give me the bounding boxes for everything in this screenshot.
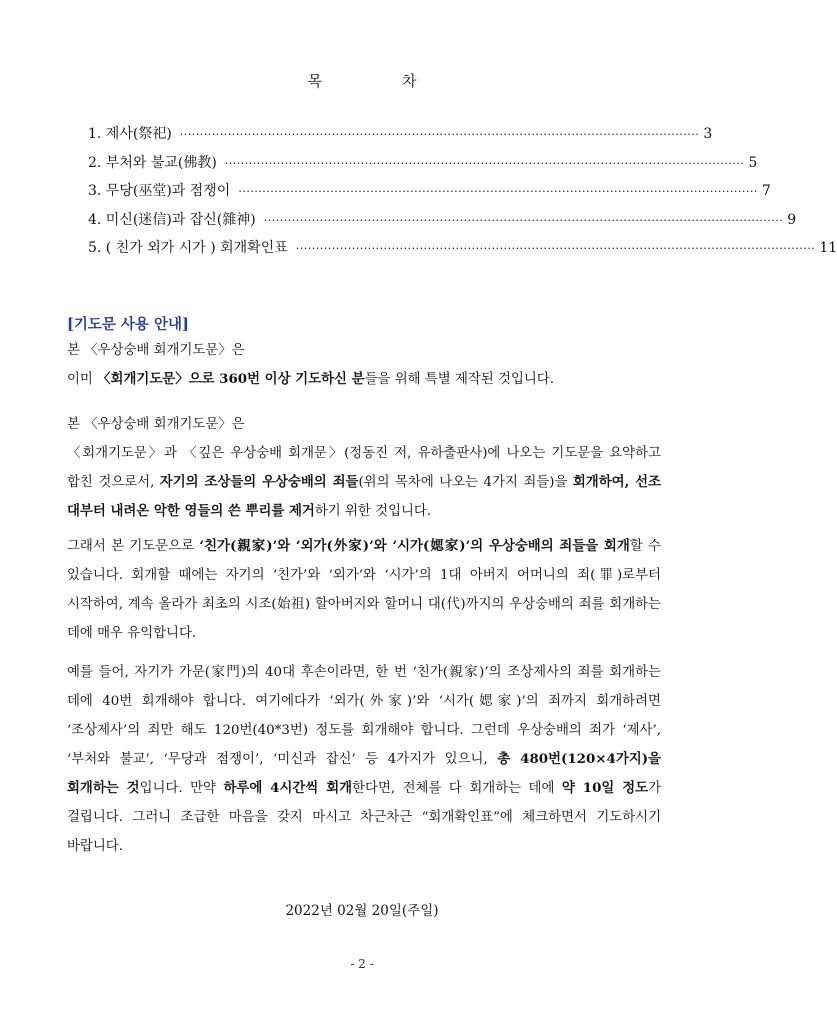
example-text-c: 입니다. 만약: [139, 781, 224, 796]
summary-text-e: 하기 위한 것입니다.: [314, 504, 432, 519]
paragraph-intro: [67, 336, 661, 394]
toc-item-page: 3: [703, 126, 713, 142]
summary-text-c: (위의 목차에 나오는 4가지 죄들)을: [358, 475, 573, 490]
example-text-g: 가 걸립니다. 그러니 조급한 마음을 갖지 마시고 차근차근 “회개확인표”에 체크하면서 기도하시기 바랍니다.: [67, 781, 662, 854]
summary-bold-b: 자기의 조상들의 우상숭배의 죄들: [159, 474, 359, 490]
toc-item-label: 4. 미신(迷信)과 잡신(雜神): [88, 211, 256, 228]
intro-bold-text: 〈회개기도문〉으로 360번 이상 기도하신 분: [97, 371, 365, 387]
toc-item[interactable]: [88, 237, 837, 266]
toc-leader-dots: ··································································································································: [263, 213, 784, 227]
intro-line-2: [67, 365, 661, 394]
toc-item-page: 7: [761, 183, 771, 199]
toc-item-page: 11: [819, 240, 837, 256]
toc-item-label: 2. 부처와 불교(佛教): [88, 154, 217, 171]
paragraph-example: [67, 658, 661, 861]
toc-item[interactable]: [88, 123, 713, 152]
example-text-a: 예를 들어, 자기가 가문(家門)의 40대 후손이라면, 한 번 ‘친가(親家)’의 조상제사의 죄를 회개하는 데에 40번 회개해야 합니다. 여기에다가 ‘외가(外家)’와 ‘시가(媤家)’의 죄까지 회개하려면 ‘조상제사’의 죄만 해도 120번(40*3번) 정도를 회개해야 합니다. 그런데 우상숭배의 죄가 ‘제사’, ‘부처와 불교’, ‘무당과 점쟁이’, ‘미신과 잡신’ 등 4가지가 있으니,: [67, 665, 661, 767]
document-date: 2022년 02월 20일(주일): [285, 903, 439, 919]
usage-text-a: 그래서 본 기도문으로: [67, 539, 200, 554]
toc-item-page: 9: [787, 211, 797, 228]
summary-bold-d: 회개하여, 선조 대부터 내려온 악한 영들의 쓴 뿌리를 제거: [67, 474, 661, 519]
section-heading: [기도문 사용 안내]: [67, 316, 189, 333]
toc-leader-dots: ··································································································································: [224, 156, 745, 170]
intro-text: 이미: [67, 372, 98, 387]
intro-line-1: 본 〈우상숭배 회개기도문〉은: [67, 343, 245, 358]
toc-leader-dots: ··································································································································: [295, 242, 816, 255]
toc-leader-dots: ··································································································································: [238, 185, 758, 198]
toc-leader-dots: ··································································································································: [179, 128, 700, 141]
toc-item[interactable]: [88, 152, 758, 181]
example-text-e: 한다면, 전체를 다 회개하는 데에: [352, 781, 562, 796]
toc-item-page: 5: [748, 154, 758, 171]
summary-line-1: 본 〈우상숭배 회개기도문〉은: [67, 417, 245, 432]
page-title: [0, 70, 724, 91]
page-number: - 2 -: [350, 957, 374, 971]
usage-text-c: 할 수 있습니다. 회개할 때에는 자기의 ‘친가’와 ‘외가’와 ‘시가’의 1대 아버지 어머니의 죄(罪)로부터 시작하여, 계속 올라가 최초의 시조(始祖) 할아버지와 할머니 대(代)까지의 우상숭배의 죄를 회개하는 데에 매우 유익합니다.: [67, 539, 661, 641]
toc-item-label: 5. ( 친가 외가 시가 ) 회개확인표: [88, 240, 288, 256]
example-bold-b: 총 480번(120×4가지)을 회개하는 것: [67, 751, 661, 796]
intro-text-end: 들을 위해 특별 제작된 것입니다.: [364, 372, 555, 387]
toc-item-label: 1. 제사(祭祀): [88, 126, 172, 142]
table-of-contents: [88, 123, 837, 266]
summary-body: [67, 439, 661, 526]
summary-text-a: 〈회개기도문〉과 〈깊은 우상숭배 회개문〉(정동진 저, 유하출판사)에 나오는 기도문을 요약하고 합친 것으로서,: [67, 446, 661, 490]
paragraph-summary: [67, 410, 661, 526]
example-bold-d: 하루에 4시간씩 회개: [223, 780, 353, 796]
example-bold-f: 약 10일 정도: [561, 780, 649, 796]
usage-bold-b: ‘친가(親家)’와 ‘외가(外家)’와 ‘시가(媤家)’의 우상숭배의 죄들을 회개: [199, 538, 630, 554]
toc-item[interactable]: [88, 209, 797, 238]
title-left-char: 목: [307, 72, 322, 90]
toc-item[interactable]: [88, 180, 771, 209]
title-right-char: 차: [402, 72, 417, 90]
toc-item-label: 3. 무당(巫堂)과 점쟁이: [88, 183, 231, 199]
paragraph-usage: [67, 532, 661, 648]
